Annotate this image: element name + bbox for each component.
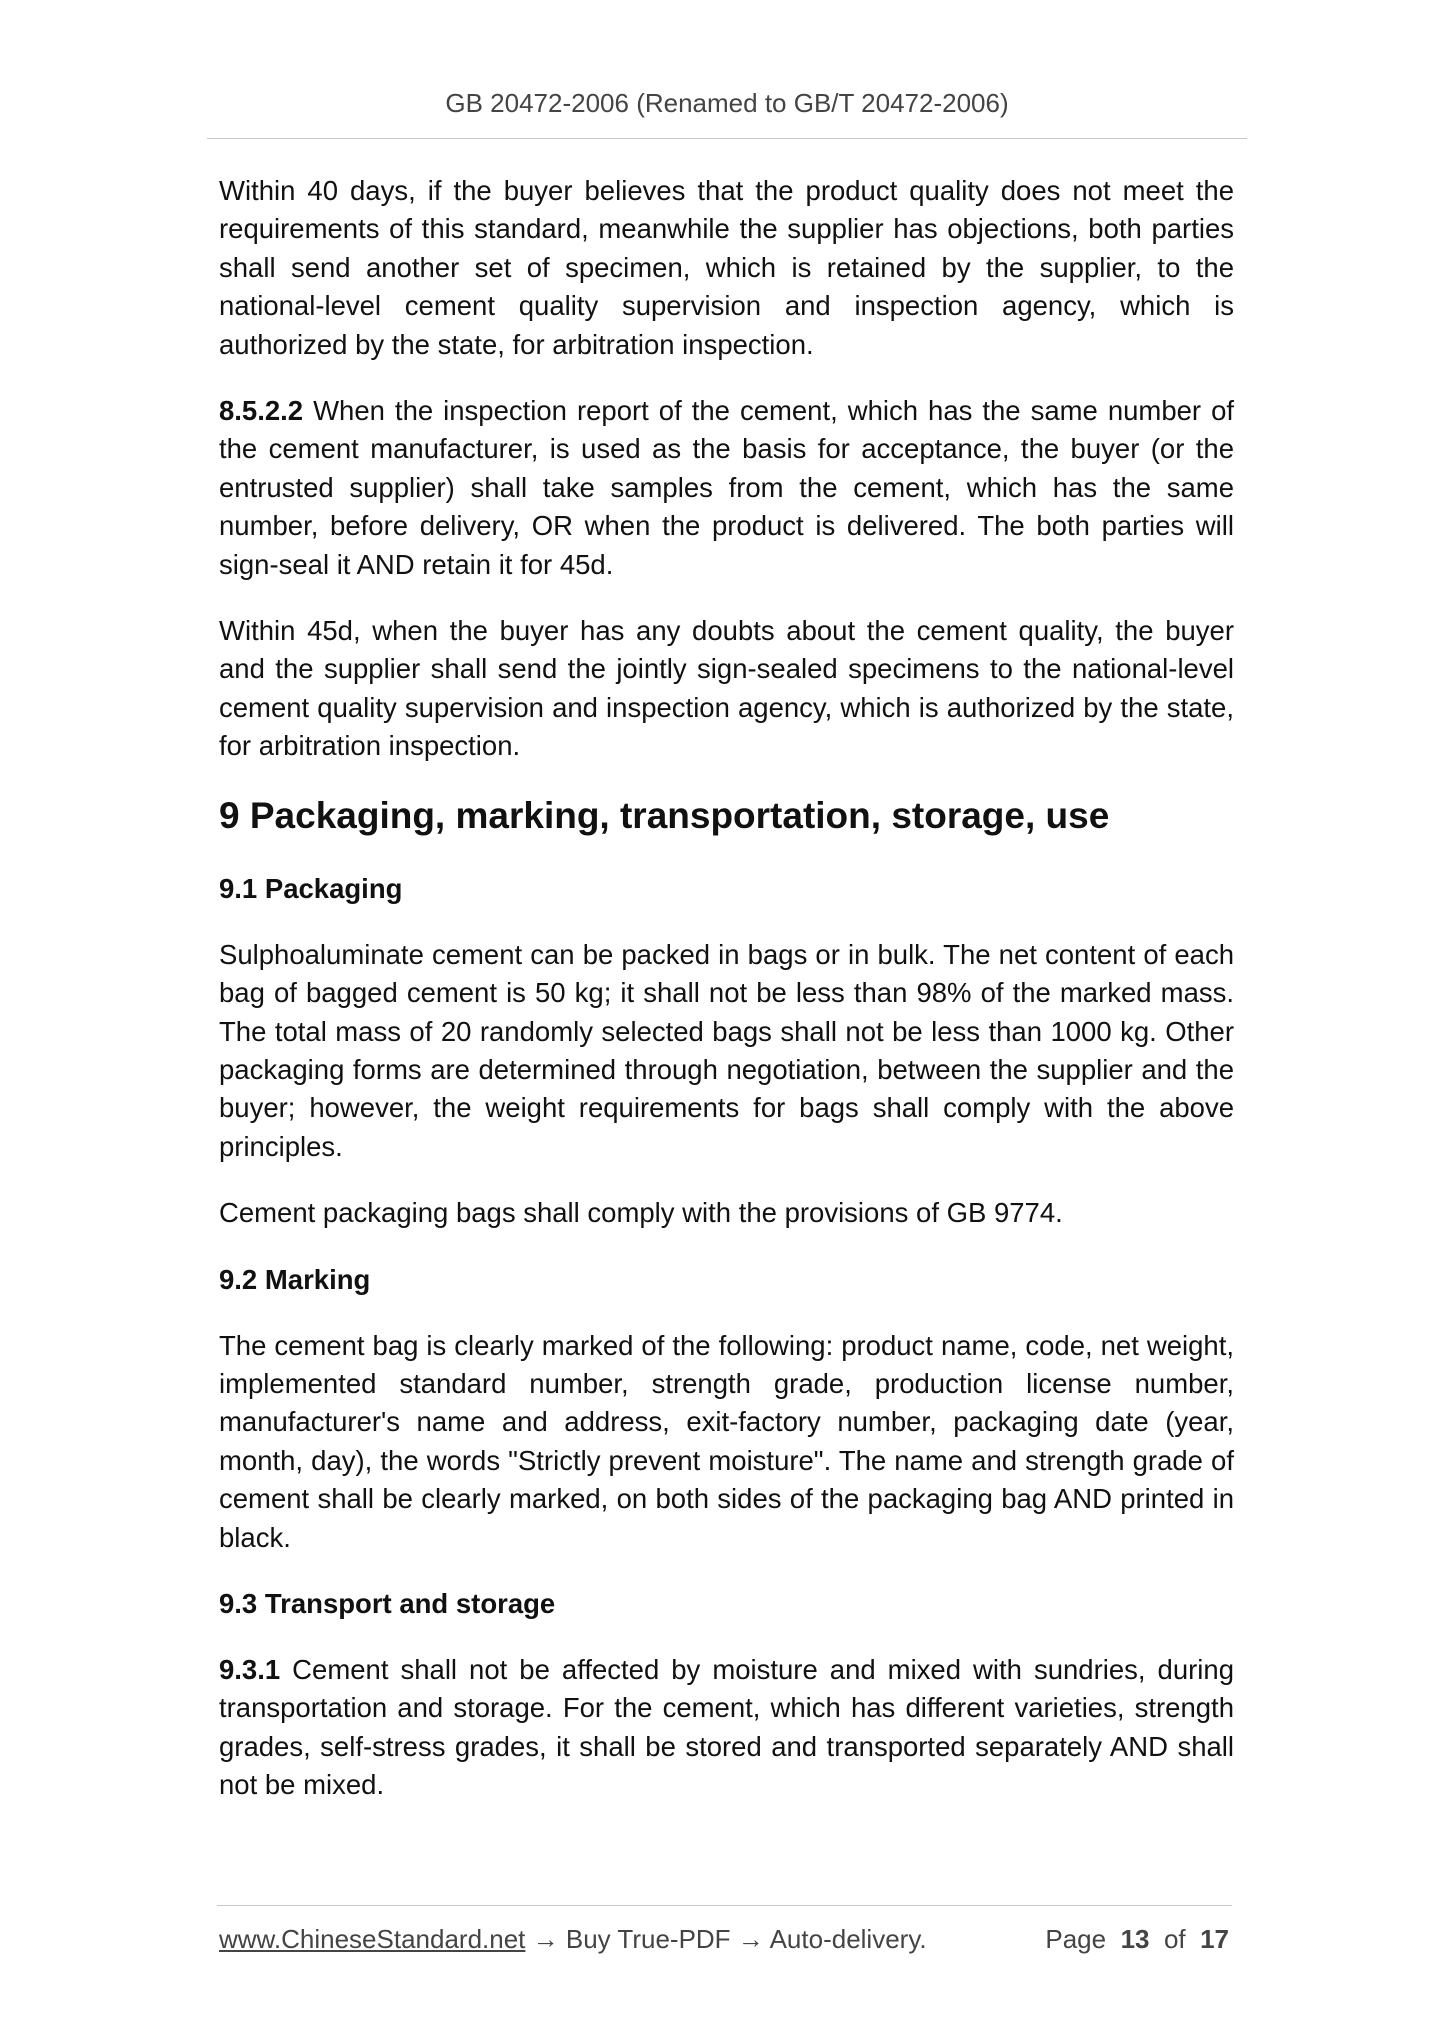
clause-number-9-3-1: 9.3.1 xyxy=(219,1653,281,1685)
paragraph-9-3-1 xyxy=(219,1651,1234,1805)
clause-text-9-3-1: Cement shall not be affected by moisture and mixed with sundries, during transportation and storage. For the cement, which has different varieties, strength grades, self-stress grades, it shall be stored and transported separately AND shall not be mixed. xyxy=(219,1653,1234,1801)
section-9-2-heading: 9.2 Marking xyxy=(219,1263,371,1295)
paragraph-arbitration-45d: Within 45d, when the buyer has any doubts about the cement quality, the buyer and the supplier shall send the jointly sign-sealed specimens to the national-level cement quality supervision and inspection agency, which is authorized by the state, for arbitration inspection. xyxy=(219,615,1234,762)
paragraph-packaging-bags-standard: Cement packaging bags shall comply with the provisions of GB 9774. xyxy=(219,1197,1063,1229)
footer-divider xyxy=(217,1905,1232,1906)
clause-number-8-5-2-2: 8.5.2.2 xyxy=(219,395,304,427)
document-body xyxy=(219,172,1234,1833)
paragraph-arbitration-40-days: Within 40 days, if the buyer believes that the product quality does not meet the requirements of this standard, meanwhile the supplier has objections, both parties shall send another set of specimen, which is retained by the supplier, to the national-level cement quality supervision and inspection agency, which is authorized by the state, for arbitration inspection. xyxy=(219,175,1234,360)
auto-delivery-text: Auto-delivery. xyxy=(769,1924,927,1954)
clause-text-8-5-2-2: When the inspection report of the cement, which has the same number of the cement manufacturer, is used as the basis for acceptance, the buyer (or the entrusted supplier) shall take samples from the cement, which has the same number, before delivery, OR when the product is delivered. The both parties will sign-seal it AND retain it for 45d. xyxy=(219,395,1234,580)
website-link[interactable]: www.ChineseStandard.net xyxy=(219,1924,526,1954)
total-page-count: 17 xyxy=(1200,1924,1229,1954)
header-divider xyxy=(207,138,1247,139)
paragraph-8-5-2-2 xyxy=(219,392,1234,584)
page-number-indicator xyxy=(1045,1922,1229,1956)
arrow-right-icon: → xyxy=(730,1924,770,1954)
paragraph-marking-rules: The cement bag is clearly marked of the following: product name, code, net weight, implemented standard number, strength grade, production license number, manufacturer's name and address, exit-factory number, packaging date (year, month, day), the words "Strictly prevent moisture". The name and strength grade of cement shall be clearly marked, on both sides of the packaging bag AND printed in black. xyxy=(219,1329,1234,1553)
section-9-heading: 9 Packaging, marking, transportation, storage, use xyxy=(219,794,1110,836)
current-page-number: 13 xyxy=(1120,1924,1150,1954)
page-header-title: GB 20472-2006 (Renamed to GB/T 20472-2006) xyxy=(445,88,1009,118)
page-footer xyxy=(219,1922,1229,1956)
arrow-right-icon: → xyxy=(525,1924,566,1954)
section-9-3-heading: 9.3 Transport and storage xyxy=(219,1587,556,1619)
buy-true-pdf-text: Buy True-PDF xyxy=(565,1924,731,1954)
of-label: of xyxy=(1163,1924,1186,1954)
paragraph-packaging-rules: Sulphoaluminate cement can be packed in bags or in bulk. The net content of each bag of bagged cement is 50 kg; it shall not be less than 98% of the marked mass. The total mass of 20 randomly selected bags shall not be less than 1000 kg. Other packaging forms are determined through negotiation, between the supplier and the buyer; however, the weight requirements for bags shall comply with the above principles. xyxy=(219,938,1234,1162)
section-9-1-heading: 9.1 Packaging xyxy=(219,872,403,904)
page-label: Page xyxy=(1045,1924,1107,1954)
